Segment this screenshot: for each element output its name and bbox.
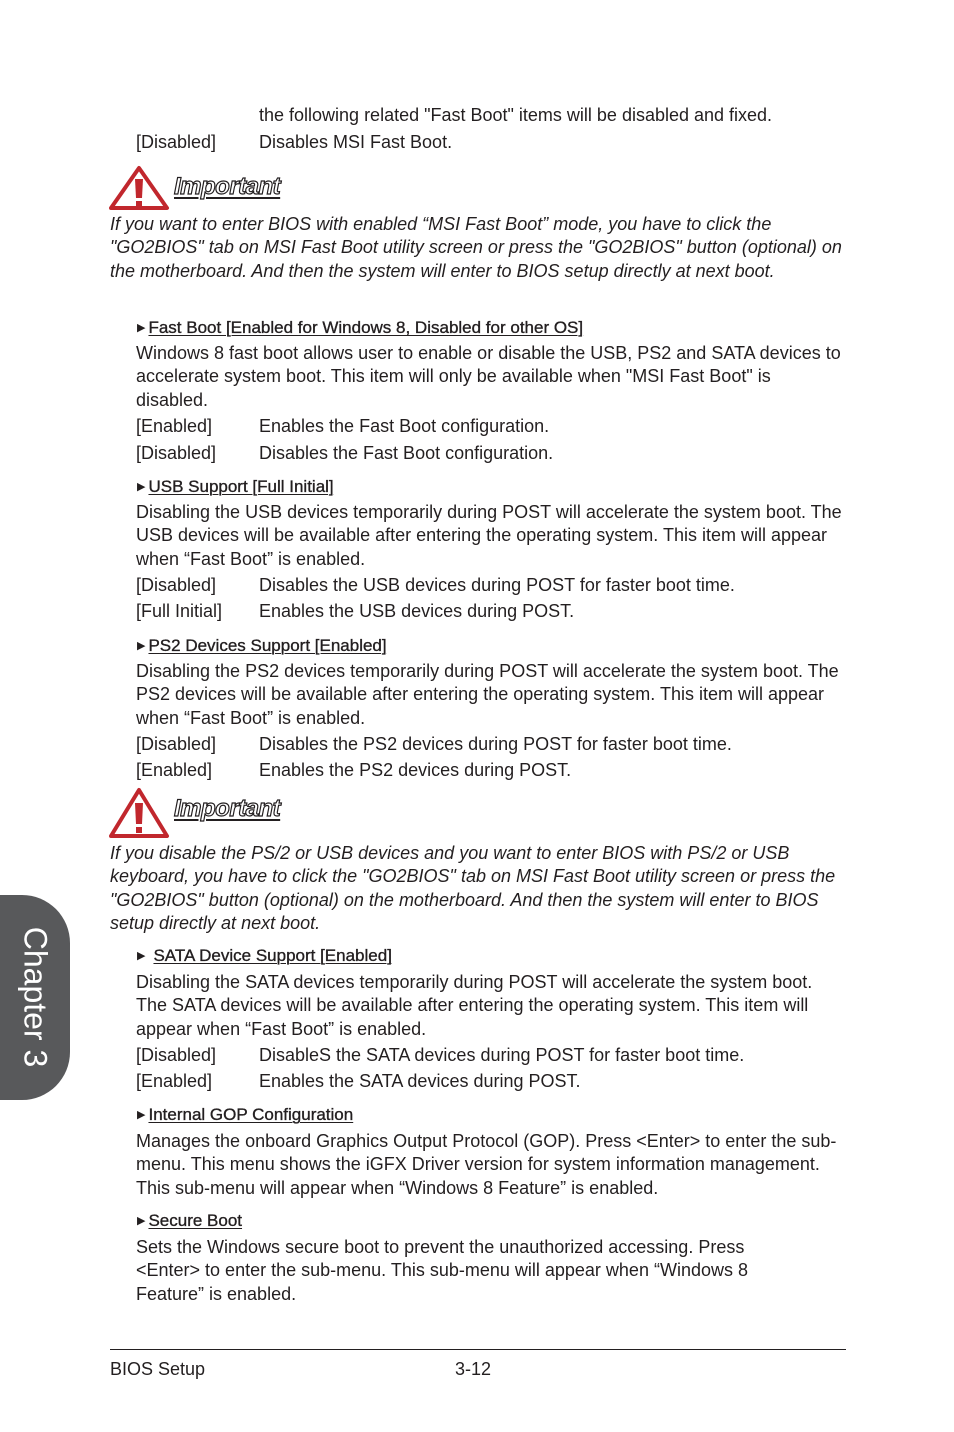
option-key: [Disabled] [136,132,217,152]
option-key: [Enabled] [136,760,213,780]
section-description: Disabling the SATA devices temporarily during POST will accelerate the system boot. The SATA devices will be available after entering the operating system. This item will appear when “Fast Boot” is enabled. [136,972,813,1039]
option-value: DisableS the SATA devices during POST for faster boot time. [259,1045,745,1065]
important-header [108,165,408,217]
arrow-right-icon: ▶ [137,1109,146,1121]
section-description: Manages the onboard Graphics Output Protocol (GOP). Press <Enter> to enter the sub-menu. This menu shows the iGFX Driver version for system information management. This sub-menu will appear when “Windows 8 Feature” is enabled. [136,1131,837,1198]
section-title: USB Support [Full Initial] [148,477,334,496]
option-key: [Disabled] [136,443,217,463]
arrow-right-icon: ▶ [137,322,146,334]
intro-continuation: the following related "Fast Boot" items will be disabled and fixed. [259,105,773,125]
section-description: Windows 8 fast boot allows user to enable or disable the USB, PS2 and SATA devices to accelerate system boot. This item will only be available when "MSI Fast Boot" is disabled. [136,343,841,410]
section-description: Disabling the PS2 devices temporarily during POST will accelerate the system boot. The PS2 devices will be available after entering the operating system. This item will appear when “Fast Boot” is enabled. [136,661,839,728]
footer-divider [110,1349,846,1350]
arrow-right-icon: ▶ [137,481,146,493]
section-title: Secure Boot [148,1211,243,1230]
chapter-tab-label: Chapter 3 [17,926,54,1068]
section-description: Disabling the USB devices temporarily during POST will accelerate the system boot. The USB devices will be available after entering the operating system. This item will appear when “Fast Boot” is enabled. [136,502,842,569]
option-key: [Disabled] [136,575,217,595]
important-header [108,787,408,839]
section-heading [137,477,334,497]
option-value: Enables the USB devices during POST. [259,601,575,621]
warning-icon [108,165,170,211]
option-key: [Full Initial] [136,601,223,621]
important-note: If you want to enter BIOS with enabled “MSI Fast Boot” mode, you have to click the "GO2BIOS" tab on MSI Fast Boot utility screen or press the "GO2BIOS" button (optional) on the motherboard. And then the system will enter to BIOS setup directly at next boot. [110,214,842,281]
chapter-tab [0,895,70,1100]
page-number: 3-12 [455,1359,492,1379]
arrow-right-icon: ▶ [137,1215,146,1227]
section-heading [137,318,583,338]
option-value: Disables the PS2 devices during POST for faster boot time. [259,734,732,754]
section-title: Fast Boot [Enabled for Windows 8, Disabled for other OS] [148,318,584,337]
option-value: Disables the Fast Boot configuration. [259,443,554,463]
section-heading [137,946,392,966]
option-value: Disables the USB devices during POST for faster boot time. [259,575,735,595]
section-title: PS2 Devices Support [Enabled] [148,636,387,655]
option-value: Enables the PS2 devices during POST. [259,760,572,780]
option-key: [Disabled] [136,1045,217,1065]
warning-icon [108,787,170,839]
section-heading [137,1211,242,1231]
section-heading [137,636,387,656]
footer-title: BIOS Setup [110,1359,206,1379]
section-title: Internal GOP Configuration [148,1105,354,1124]
option-key: [Enabled] [136,416,213,436]
important-note: If you disable the PS/2 or USB devices and you want to enter BIOS with PS/2 or USB keyboard, you have to click the "GO2BIOS" tab on MSI Fast Boot utility screen or press the "GO2BIOS" button (optional) on the motherboard. And then the system will enter to BIOS setup directly at next boot. [110,843,836,933]
option-key: [Disabled] [136,734,217,754]
section-title: SATA Device Support [Enabled] [153,946,392,965]
section-heading [137,1105,353,1125]
important-label: Important [174,795,281,822]
option-value: Enables the Fast Boot configuration. [259,416,550,436]
important-label: Important [174,173,281,200]
section-description: Sets the Windows secure boot to prevent the unauthorized accessing. Press <Enter> to enter the sub-menu. This sub-menu will appear when “Windows 8 Feature” is enabled. [136,1237,748,1304]
option-value: Disables MSI Fast Boot. [259,132,453,152]
option-key: [Enabled] [136,1071,213,1091]
arrow-right-icon: ▶ [137,640,146,652]
option-value: Enables the SATA devices during POST. [259,1071,581,1091]
arrow-right-icon: ▶ [137,950,146,962]
